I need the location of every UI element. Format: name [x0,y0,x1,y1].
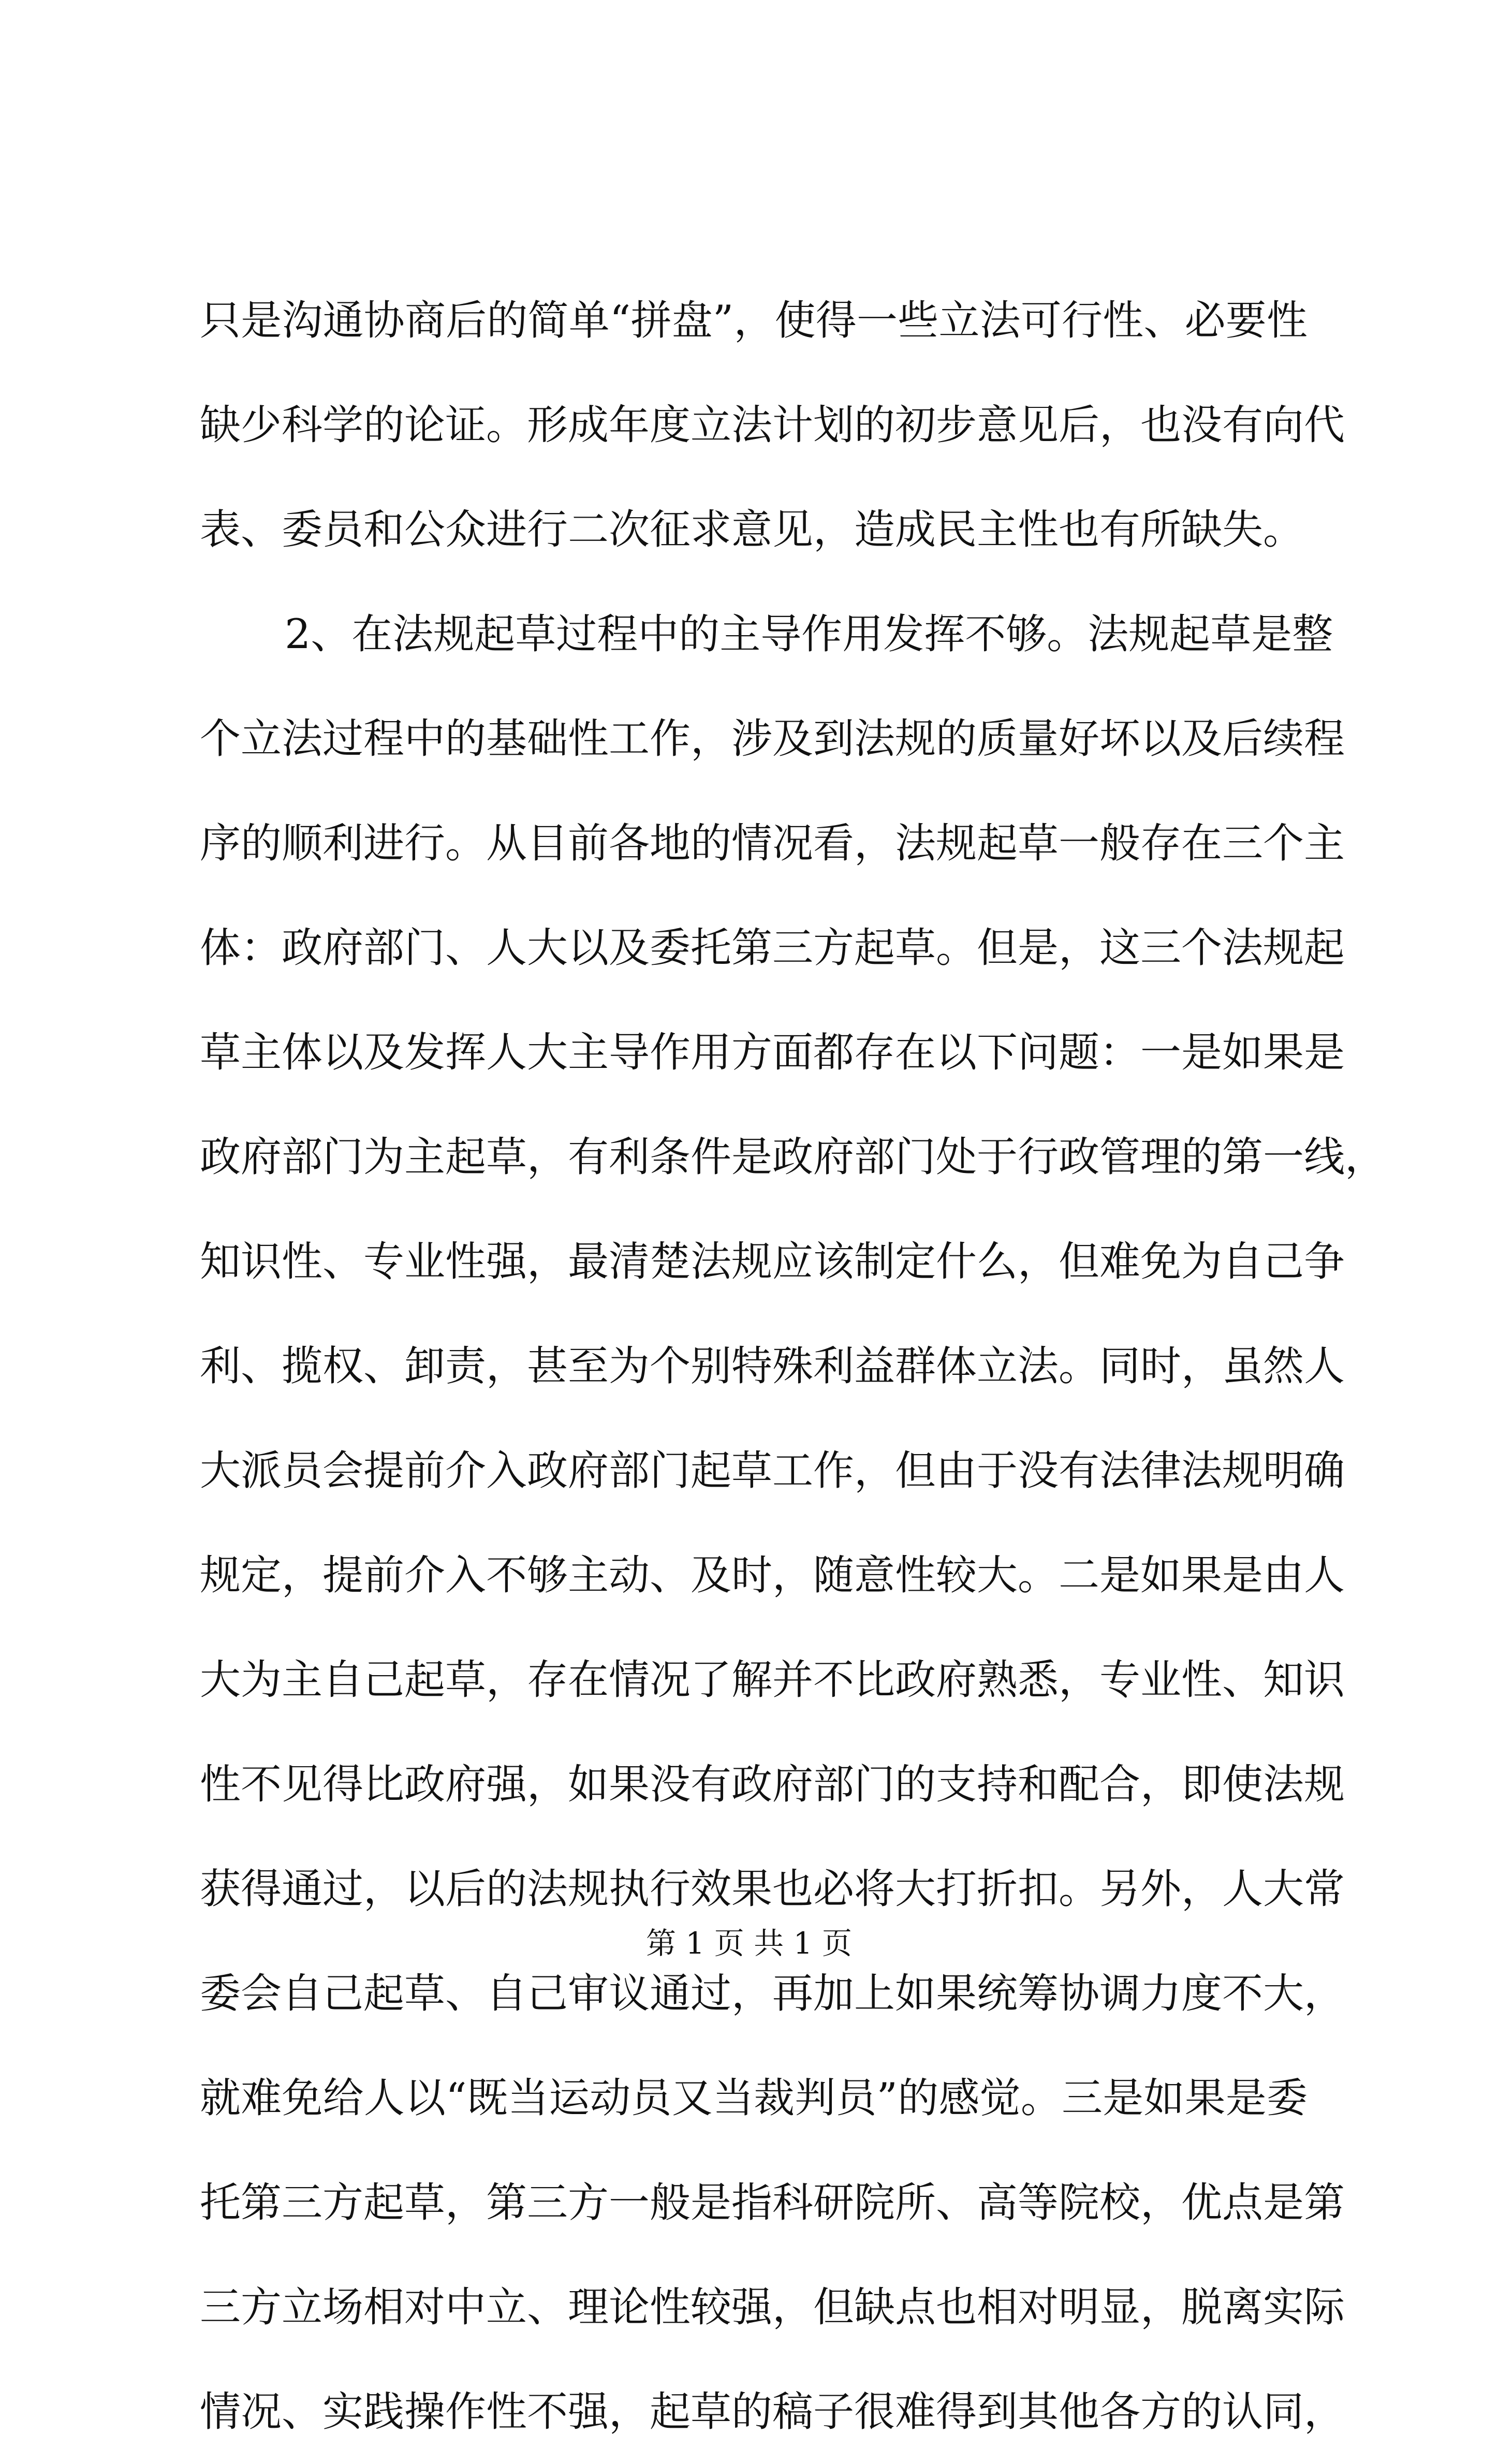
page-footer [0,1923,1498,1964]
text-line: 托第三方起草，第三方一般是指科研院所、高等院校，优点是第 [200,2179,1345,2226]
text-line: 委会自己起草、自己审议通过，再加上如果统筹协调力度不大， [200,1970,1345,2017]
text-line: 性不见得比政府强，如果没有政府部门的支持和配合，即使法规 [200,1761,1345,1808]
text-line: 个立法过程中的基础性工作，涉及到法规的质量好坏以及后续程 [200,715,1345,762]
text-line: 情况、实践操作性不强，起草的稿子很难得到其他各方的认同， [200,2388,1345,2436]
body-text [200,268,1386,2464]
text-line: 政府部门为主起草，有利条件是政府部门处于行政管理的第一线， [200,1133,1386,1181]
text-line: 大为主自己起草，存在情况了解并不比政府熟悉，专业性、知识 [200,1656,1345,1704]
text-line: 体：政府部门、人大以及委托第三方起草。但是，这三个法规起 [200,924,1345,972]
text-line: 大派员会提前介入政府部门起草工作，但由于没有法律法规明确 [200,1447,1345,1494]
page-number-label: 第 1 页 共 1 页 [646,1926,852,1961]
text-line: 就难免给人以“既当运动员又当裁判员”的感觉。三是如果是委 [200,2074,1308,2122]
text-line: 三方立场相对中立、理论性较强，但缺点也相对明显，脱离实际 [200,2283,1345,2331]
text-line: 只是沟通协商后的简单“拼盘”，使得一些立法可行性、必要性 [200,297,1308,344]
text-line: 利、揽权、卸责，甚至为个别特殊利益群体立法。同时，虽然人 [200,1342,1345,1390]
text-line: 表、委员和公众进行二次征求意见，造成民主性也有所缺失。 [200,506,1304,553]
text-line: 缺少科学的论证。形成年度立法计划的初步意见后，也没有向代 [200,401,1345,449]
text-line: 知识性、专业性强，最清楚法规应该制定什么，但难免为自己争 [200,1238,1345,1285]
text-line: 获得通过，以后的法规执行效果也必将大打折扣。另外，人大常 [200,1865,1345,1913]
text-line: 序的顺利进行。从目前各地的情况看，法规起草一般存在三个主 [200,819,1345,867]
text-line: 草主体以及发挥人大主导作用方面都存在以下问题：一是如果是 [200,1029,1345,1076]
paragraph-first-line: 2、在法规起草过程中的主导作用发挥不够。法规起草是整 [285,610,1333,658]
text-line: 规定，提前介入不够主动、及时，随意性较大。二是如果是由人 [200,1551,1345,1599]
